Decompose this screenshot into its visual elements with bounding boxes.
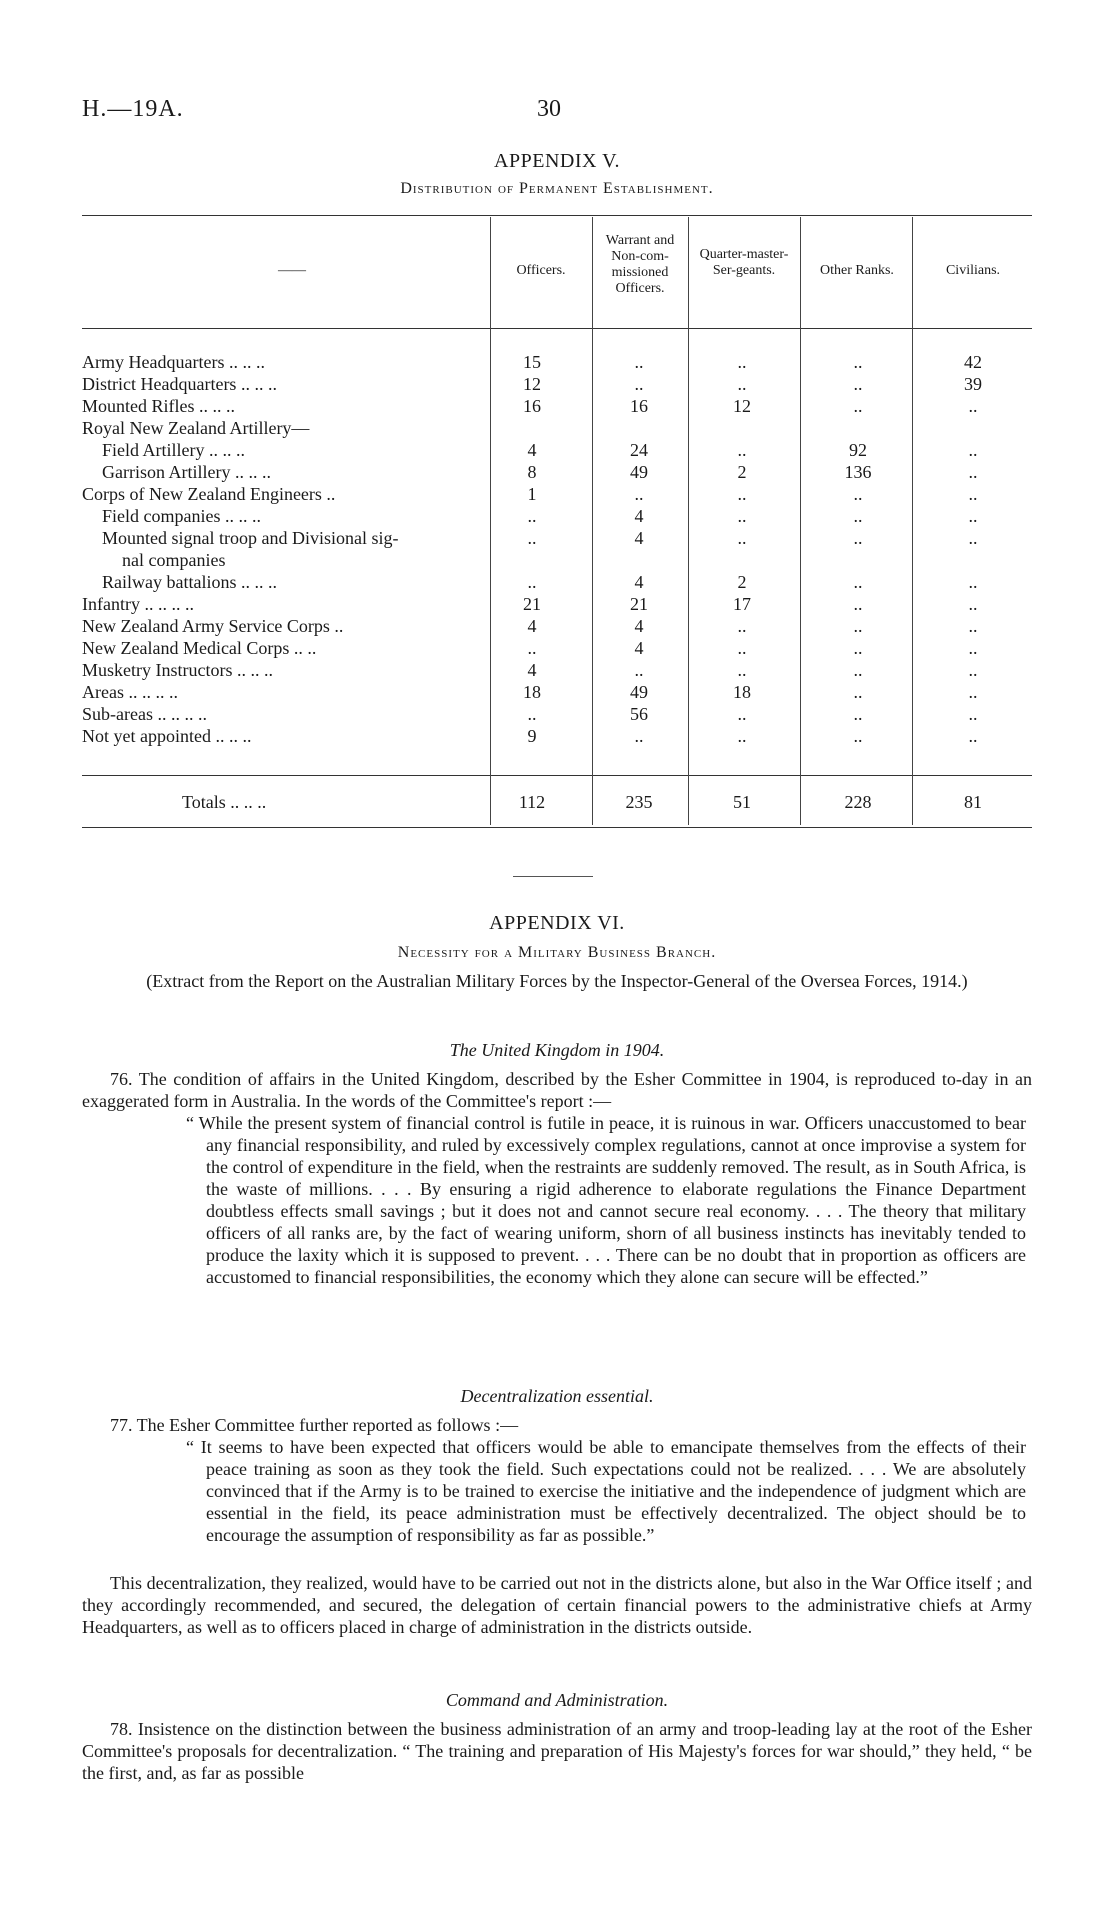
- section-heading-decentralization: Decentralization essential.: [460, 1386, 654, 1406]
- cell-civilians: ..: [968, 682, 978, 702]
- totals-row: [82, 791, 1032, 813]
- cell-warrant: ..: [634, 374, 644, 394]
- column-header-blank: ——: [278, 263, 306, 278]
- paragraph-78: 78. Insistence on the distinction between the business administration of an army and troop-leading lay at the root of the Esher Committee's proposals for decentralization. “ The training and preparation of His Majesty's forces for war should,” they held, “ be the first, and, as far as possible: [82, 1719, 1032, 1783]
- cell-warrant: ..: [634, 726, 644, 746]
- cell-warrant: 4: [634, 616, 644, 636]
- cell-warrant: 4: [634, 638, 644, 658]
- cell-officers: 4: [527, 616, 537, 636]
- row-label: Mounted signal troop and Divisional sig-: [102, 528, 399, 548]
- appendix-5-subtitle: Distribution of Permanent Establishment.: [400, 180, 714, 197]
- cell-officers: 15: [523, 352, 541, 372]
- cell-quartermaster: 2: [737, 572, 747, 592]
- cell-warrant: 4: [634, 528, 644, 548]
- cell-warrant: 4: [634, 506, 644, 526]
- appendix-6-subtitle: Necessity for a Military Business Branch.: [397, 944, 717, 961]
- totals-label: Totals .. .. ..: [182, 792, 267, 812]
- cell-warrant: 4: [634, 572, 644, 592]
- row-label: nal companies: [122, 550, 226, 570]
- cell-other-ranks: 92: [849, 440, 867, 460]
- cell-officers: 4: [527, 440, 537, 460]
- page-number: 30: [537, 96, 561, 122]
- cell-quartermaster: 18: [733, 682, 751, 702]
- row-label: Sub-areas .. .. .. ..: [82, 704, 207, 724]
- table-row: [82, 351, 1032, 373]
- cell-officers: ..: [527, 704, 537, 724]
- cell-other-ranks: ..: [853, 704, 863, 724]
- cell-warrant: ..: [634, 352, 644, 372]
- cell-warrant: 49: [630, 682, 648, 702]
- total-warrant: 235: [625, 792, 653, 812]
- cell-civilians: ..: [968, 396, 978, 416]
- table-row: [82, 681, 1032, 703]
- cell-quartermaster: ..: [737, 484, 747, 504]
- table-row: [82, 373, 1032, 395]
- cell-warrant: ..: [634, 660, 644, 680]
- cell-quartermaster: 12: [733, 396, 751, 416]
- cell-civilians: ..: [968, 638, 978, 658]
- appendix-6-title: APPENDIX VI.: [489, 912, 625, 934]
- total-other-ranks: 228: [844, 792, 872, 812]
- table-row: [82, 395, 1032, 417]
- cell-warrant: 16: [630, 396, 648, 416]
- row-label: Railway battalions .. .. ..: [102, 572, 277, 592]
- cell-other-ranks: ..: [853, 616, 863, 636]
- table-row: [82, 593, 1032, 615]
- total-officers: 112: [518, 792, 546, 812]
- document-reference: H.—19A.: [82, 96, 184, 122]
- cell-other-ranks: ..: [853, 572, 863, 592]
- table-row: [82, 703, 1032, 725]
- row-label: New Zealand Army Service Corps ..: [82, 616, 344, 636]
- table-row: [82, 439, 1032, 461]
- row-label: Infantry .. .. .. ..: [82, 594, 194, 614]
- row-label: Field companies .. .. ..: [102, 506, 261, 526]
- table-totals-rule: [82, 775, 1032, 776]
- table-row: [82, 725, 1032, 747]
- row-label: Musketry Instructors .. .. ..: [82, 660, 273, 680]
- cell-warrant: 24: [630, 440, 648, 460]
- cell-civilians: 39: [964, 374, 982, 394]
- section-heading-united-kingdom: The United Kingdom in 1904.: [449, 1040, 665, 1060]
- cell-quartermaster: ..: [737, 726, 747, 746]
- row-label: Areas .. .. .. ..: [82, 682, 178, 702]
- cell-quartermaster: ..: [737, 440, 747, 460]
- paragraph-77-continued: This decentralization, they realized, would have to be carried out not in the districts alone, but also in the War Office itself ; and they accordingly recommended, and secured, the delegation of certain financial powers to the administrative chiefs at Army Headquarters, as well as to officers placed in charge of administration in the districts outside.: [82, 1573, 1032, 1637]
- cell-quartermaster: ..: [737, 528, 747, 548]
- cell-officers: ..: [527, 638, 537, 658]
- row-label: District Headquarters .. .. ..: [82, 374, 277, 394]
- row-label: Mounted Rifles .. .. ..: [82, 396, 235, 416]
- column-header-other-ranks: Other Ranks.: [820, 263, 894, 278]
- cell-officers: 12: [523, 374, 541, 394]
- cell-quartermaster: 2: [737, 462, 747, 482]
- cell-civilians: ..: [968, 594, 978, 614]
- cell-civilians: ..: [968, 462, 978, 482]
- cell-civilians: ..: [968, 616, 978, 636]
- cell-quartermaster: 17: [733, 594, 751, 614]
- cell-civilians: ..: [968, 528, 978, 548]
- cell-civilians: 42: [964, 352, 982, 372]
- cell-other-ranks: ..: [853, 726, 863, 746]
- cell-other-ranks: ..: [853, 506, 863, 526]
- row-label: Army Headquarters .. .. ..: [82, 352, 265, 372]
- cell-other-ranks: ..: [853, 352, 863, 372]
- cell-officers: 4: [527, 660, 537, 680]
- cell-other-ranks: 136: [844, 462, 872, 482]
- cell-quartermaster: ..: [737, 374, 747, 394]
- section-heading-command: Command and Administration.: [445, 1690, 669, 1710]
- cell-other-ranks: ..: [853, 484, 863, 504]
- total-quartermaster: 51: [733, 792, 751, 812]
- cell-warrant: ..: [634, 484, 644, 504]
- cell-warrant: 21: [630, 594, 648, 614]
- cell-other-ranks: ..: [853, 682, 863, 702]
- row-label: Corps of New Zealand Engineers ..: [82, 484, 336, 504]
- cell-officers: 21: [523, 594, 541, 614]
- table-header-rule: [82, 328, 1032, 329]
- cell-civilians: ..: [968, 572, 978, 592]
- quote-77: “ It seems to have been expected that officers would be able to emancipate themselves from the effects of their peace training as soon as they took the field. Such expectations could not be realized. . . . We are absolutely convinced that if the Army is to be trained to exercise the initiative and the independence of judgment which are essential in the field, its peace administration must be effectively decentralized. The object should be to encourage the assumption of responsibility as far as possible.”: [186, 1437, 1026, 1545]
- cell-warrant: 56: [630, 704, 648, 724]
- cell-civilians: ..: [968, 704, 978, 724]
- row-label: Royal New Zealand Artillery—: [82, 418, 310, 438]
- cell-other-ranks: ..: [853, 638, 863, 658]
- cell-other-ranks: ..: [853, 660, 863, 680]
- column-header-officers: Officers.: [516, 263, 566, 278]
- table-row: [82, 549, 1032, 571]
- table-bottom-rule: [82, 827, 1032, 828]
- table-row: [82, 615, 1032, 637]
- cell-quartermaster: ..: [737, 660, 747, 680]
- row-label: Garrison Artillery .. .. ..: [102, 462, 271, 482]
- row-label: New Zealand Medical Corps .. ..: [82, 638, 317, 658]
- paragraph-77: 77. The Esher Committee further reported as follows :—: [110, 1415, 519, 1435]
- cell-officers: 18: [523, 682, 541, 702]
- cell-warrant: 49: [630, 462, 648, 482]
- row-label: Not yet appointed .. .. ..: [82, 726, 252, 746]
- cell-officers: 9: [527, 726, 537, 746]
- extract-note: (Extract from the Report on the Australian Military Forces by the Inspector-General of the Oversea Forces, 1914.): [146, 971, 968, 991]
- cell-civilians: ..: [968, 506, 978, 526]
- cell-other-ranks: ..: [853, 528, 863, 548]
- appendix-5-title: APPENDIX V.: [494, 150, 620, 172]
- cell-officers: ..: [527, 506, 537, 526]
- cell-officers: 8: [527, 462, 537, 482]
- table-row: [82, 417, 1032, 439]
- row-label: Field Artillery .. .. ..: [102, 440, 245, 460]
- cell-quartermaster: ..: [737, 506, 747, 526]
- table-row: [82, 483, 1032, 505]
- column-header-quartermaster: Quarter-master-Ser-geants.: [699, 247, 789, 278]
- cell-officers: 16: [523, 396, 541, 416]
- cell-quartermaster: ..: [737, 638, 747, 658]
- cell-officers: ..: [527, 528, 537, 548]
- cell-civilians: ..: [968, 660, 978, 680]
- table-row: [82, 461, 1032, 483]
- cell-civilians: ..: [968, 484, 978, 504]
- cell-other-ranks: ..: [853, 594, 863, 614]
- quote-76: “ While the present system of financial control is futile in peace, it is ruinous in war. Officers unaccustomed to bear any financial responsibility, and ruled by excessively complex regulations, cannot at once improvise a system for the control of expenditure in the field, when the restraints are suddenly removed. The result, as in South Africa, is the waste of millions. . . . By ensuring a rigid adherence to elaborate regulations the Finance Department doubtless effects small savings ; but it does not and cannot secure real economy. . . . The theory that military officers of all ranks are, by the fact of wearing uniform, shorn of all business instincts has inevitably tended to produce the laxity which it is supposed to prevent. . . . There can be no doubt that in proportion as officers are accustomed to financial responsibilities, the economy which they alone can secure will be effected.”: [186, 1113, 1026, 1287]
- column-header-civilians: Civilians.: [945, 263, 1001, 278]
- cell-other-ranks: ..: [853, 396, 863, 416]
- cell-officers: 1: [527, 484, 537, 504]
- paragraph-76: 76. The condition of affairs in the United Kingdom, described by the Esher Committee in 1904, is reproduced to-day in an exaggerated form in Australia. In the words of the Committee's report :—: [82, 1069, 1032, 1111]
- cell-civilians: ..: [968, 440, 978, 460]
- cell-quartermaster: ..: [737, 704, 747, 724]
- table-row: [82, 659, 1032, 681]
- table-row: [82, 571, 1032, 593]
- section-divider: [513, 876, 593, 877]
- cell-quartermaster: ..: [737, 616, 747, 636]
- table-row: [82, 527, 1032, 549]
- table-top-rule: [82, 215, 1032, 216]
- cell-quartermaster: ..: [737, 352, 747, 372]
- cell-civilians: ..: [968, 726, 978, 746]
- table-row: [82, 637, 1032, 659]
- cell-other-ranks: ..: [853, 374, 863, 394]
- total-civilians: 81: [964, 792, 982, 812]
- table-row: [82, 505, 1032, 527]
- column-header-warrant: Warrant and Non-com-missioned Officers.: [605, 233, 675, 296]
- cell-officers: ..: [527, 572, 537, 592]
